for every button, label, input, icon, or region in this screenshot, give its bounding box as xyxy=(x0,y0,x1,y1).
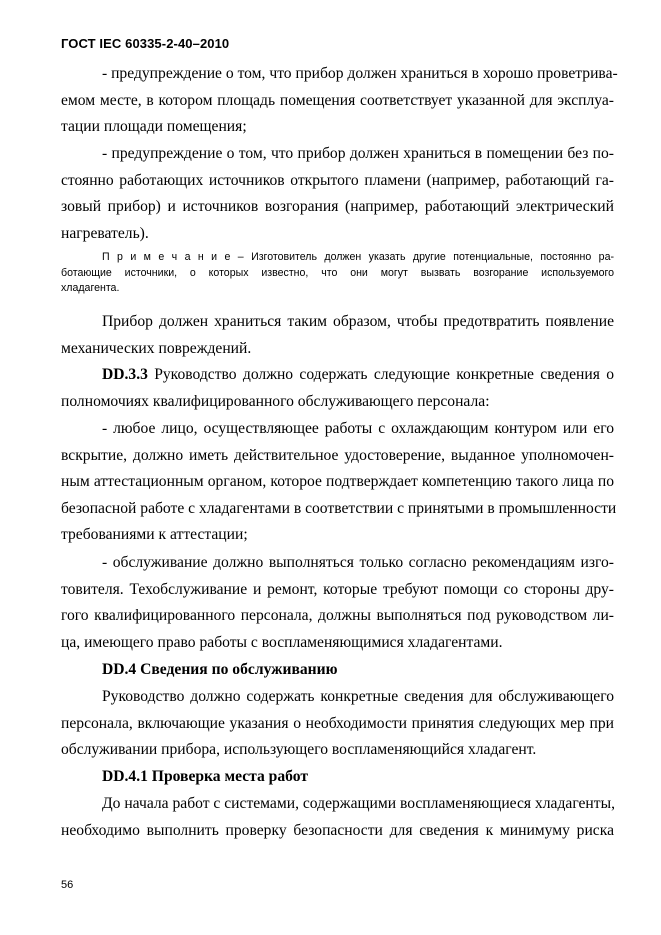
page-number: 56 xyxy=(61,879,74,891)
text-line: обслуживании прибора, использующего воспламеняющийся хладагент. xyxy=(61,741,537,759)
text-line: До начала работ с системами, содержащими воспламеняющиеся хладагенты, xyxy=(102,795,615,812)
text-line: полномочиях квалифицированного обслуживающего персонала: xyxy=(61,392,490,410)
paragraph-storage xyxy=(61,309,614,362)
note-block xyxy=(61,250,614,297)
text-line: зовый прибор) и источников возгорания (например, работающий электрический xyxy=(61,198,614,216)
text-line: безопасной работе с хладагентами в соответствии с принятыми в промышленности xyxy=(61,499,617,517)
text-line: товителя. Техобслуживание и ремонт, которые требуют помощи со стороны дру- xyxy=(61,580,614,598)
text-line: - обслуживание должно выполняться только согласно рекомендациям изго- xyxy=(102,554,614,571)
text-line: требованиями к аттестации; xyxy=(61,526,248,544)
text-line: вскрытие, должно иметь действительное удостоверение, выданное уполномочен- xyxy=(61,446,614,464)
text-line: нагреватель). xyxy=(61,224,149,242)
text-line: - предупреждение о том, что прибор должен храниться в хорошо проветрива- xyxy=(102,65,618,82)
clause-number: DD.3.3 xyxy=(102,366,148,383)
text-line: Руководство должно содержать конкретные сведения для обслуживающего xyxy=(102,688,614,705)
paragraph-dd-3-3 xyxy=(61,362,614,415)
document-header: ГОСТ IEC 60335-2-40–2010 xyxy=(61,36,230,51)
note-line xyxy=(61,250,614,266)
text-line: механических повреждений. xyxy=(61,339,252,357)
text-line: стоянно работающих источников открытого пламени (например, работающий га- xyxy=(61,171,614,189)
clause-text: Руководство должно содержать следующие конкретные сведения о xyxy=(147,366,614,383)
paragraph-ventilation-warning xyxy=(61,61,618,141)
paragraph-service-info xyxy=(61,684,614,764)
text-line: гого квалифицированного персонала, должны выполняться под руководством ли- xyxy=(61,607,614,625)
text-line: персонала, включающие указания о необходимости принятия следующих мер при xyxy=(61,714,614,732)
text-line: тации площади помещения; xyxy=(61,118,247,136)
paragraph-servicing xyxy=(61,550,614,656)
text-line: ным аттестационным органом, которое подтверждает компетенцию такого лица по xyxy=(61,473,614,491)
note-line: хладагента. xyxy=(61,282,120,295)
text-line: - любое лицо, осуществляющее работы с охлаждающим контуром или его xyxy=(102,420,614,437)
text-line: необходимо выполнить проверку безопасности для сведения к минимуму риска xyxy=(61,821,614,839)
text-line: - предупреждение о том, что прибор должен храниться в помещении без по- xyxy=(102,145,614,162)
section-heading-dd-4-1: DD.4.1 Проверка места работ xyxy=(102,768,308,785)
paragraph-worksite-check xyxy=(61,791,614,844)
text-line: емом месте, в котором площадь помещения соответствует указанной для эксплуа- xyxy=(61,91,614,109)
paragraph-certification xyxy=(61,416,617,549)
note-line: ботающие источники, о которых известно, что они могут вызвать возгорание используемого xyxy=(61,266,614,279)
paragraph-flame-warning xyxy=(61,141,614,247)
note-label: П р и м е ч а н и е xyxy=(102,251,231,263)
note-text: – Изготовитель должен указать другие потенциальные, постоянно ра- xyxy=(230,251,614,263)
section-heading-dd-4: DD.4 Сведения по обслуживанию xyxy=(102,661,338,678)
text-line xyxy=(61,362,614,389)
text-line: Прибор должен храниться таким образом, чтобы предотвратить появление xyxy=(102,313,614,330)
text-line: ца, имеющего право работы с воспламеняющимися хладагентами. xyxy=(61,633,503,651)
